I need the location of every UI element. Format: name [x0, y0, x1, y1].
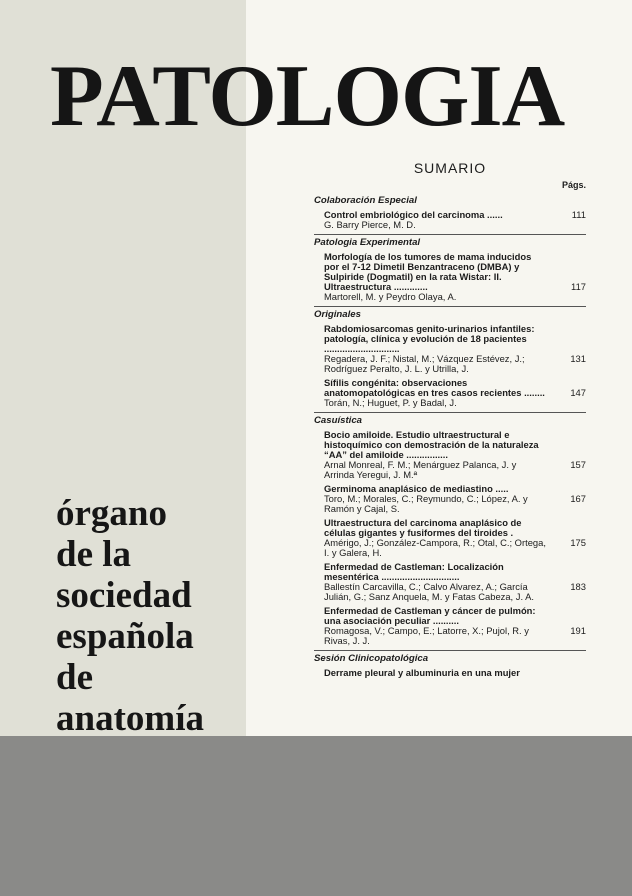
toc-entry-authors: Regadera, J. F.; Nistal, M.; Vázquez Estévez, J.; Rodríguez Peralto, J. L. y Utrilla, J. — [324, 353, 525, 374]
toc-entry-body — [324, 484, 546, 514]
toc-entry-authors: Amérigo, J.; González-Campora, R.; Otal, C.; Ortega, I. y Galera, H. — [324, 537, 546, 558]
toc-entry-authors: Torán, N.; Huguet, P. y Badal, J. — [324, 397, 457, 408]
toc-entry-title: Control embriológico del carcinoma ...... — [324, 209, 503, 220]
toc-entry-page: 191 — [570, 625, 586, 636]
toc-entry-body — [324, 324, 546, 374]
toc-entry-title: Enfermedad de Castleman: Localización mesentérica .............................. — [324, 561, 504, 582]
toc-entry — [324, 562, 586, 602]
toc-entry-authors: Romagosa, V.; Campo, E.; Latorre, X.; Pujol, R. y Rivas, J. J. — [324, 625, 529, 646]
toc-sections — [314, 193, 586, 678]
toc-entry-title: Germinoma anaplásico de mediastino ..... — [324, 483, 509, 494]
toc-entry-authors: Ballestín Carcavilla, C.; Calvo Alvarez, A.; García Julián, G.; Sanz Anquela, M. y Fatas Cabeza, J. A. — [324, 581, 535, 602]
toc-entry-page — [546, 668, 586, 678]
toc-entry — [324, 252, 586, 302]
toc-heading: SUMARIO — [413, 160, 487, 176]
toc-entry — [324, 324, 586, 374]
toc-entry-title: Enfermedad de Castleman y cáncer de pulmón: una asociación peculiar .......... — [324, 605, 536, 626]
toc-entry — [324, 210, 586, 230]
toc-entry-page: 183 — [570, 581, 586, 592]
pages-label: Págs. — [561, 180, 586, 190]
toc-entry-page: 131 — [570, 353, 586, 364]
organ-line: de — [56, 657, 93, 698]
toc-entry-authors: Arnal Monreal, F. M.; Menárguez Palanca, J. y Arrinda Yeregui, J. M.ª — [324, 459, 517, 480]
toc-entry-body — [324, 252, 546, 302]
toc-entry — [324, 378, 586, 408]
toc-entry — [324, 518, 586, 558]
toc-entry-authors: Toro, M.; Morales, C.; Reymundo, C.; López, A. y Ramón y Cajal, S. — [324, 493, 528, 514]
toc-entry — [324, 606, 586, 646]
toc-entry-title: Morfología de los tumores de mama inducidos por el 7-12 Dimetil Benzantraceno (DMBA) y Sulpiride (Dogmatil) en la rata Wistar: II. Ultraestructura ............. — [324, 251, 532, 292]
toc-entry-page: 117 — [571, 281, 586, 292]
organ-line: española — [56, 616, 194, 657]
bottom-band — [0, 736, 632, 896]
organ-line: órgano — [56, 493, 167, 534]
toc-entry-body — [324, 668, 546, 678]
toc-entry — [324, 430, 586, 480]
toc-entry-body — [324, 606, 546, 646]
toc-section-heading: Patologia Experimental — [314, 234, 586, 249]
toc-section-heading: Casuística — [314, 412, 586, 427]
toc-entry-body — [324, 210, 546, 230]
toc-entry-page: 167 — [570, 493, 586, 504]
toc-entry — [324, 484, 586, 514]
toc-entry-body — [324, 518, 546, 558]
toc-entry-body — [324, 562, 546, 602]
toc-entry — [324, 668, 586, 678]
toc-entry-page: 157 — [570, 459, 586, 470]
toc-entry-authors: G. Barry Pierce, M. D. — [324, 219, 416, 230]
organ-line: sociedad — [56, 575, 192, 616]
toc-entry-page: 147 — [570, 387, 586, 398]
toc-entry-page: 111 — [571, 209, 586, 220]
organ-line: de la — [56, 534, 132, 575]
toc-entry-body — [324, 430, 546, 480]
toc-entry-title: Sífilis congénita: observaciones anatomopatológicas en tres casos recientes ........ — [324, 377, 545, 398]
journal-title: PATOLOGIA — [50, 48, 565, 145]
toc-entry-title: Ultraestructura del carcinoma anaplásico de células gigantes y fusiformes del tiroides . — [324, 517, 522, 538]
toc-section-heading: Colaboración Especial — [314, 195, 417, 206]
toc-entry-authors: Martorell, M. y Peydro Olaya, A. — [324, 291, 457, 302]
toc-entry-title: Bocio amiloide. Estudio ultraestructural e histoquímico con demostración de la naturaleza “AA” del amiloide ................ — [324, 429, 539, 460]
table-of-contents — [314, 160, 586, 736]
toc-entry-page: 175 — [570, 537, 586, 548]
toc-entry-body — [324, 378, 546, 408]
toc-entry-title: Rabdomiosarcomas genito-urinarios infantiles: patología, clínica y evolución de 18 pacientes ............................. — [324, 323, 535, 354]
toc-section-heading: Sesión Clinicopatológica — [314, 650, 586, 665]
toc-entry-title: Derrame pleural y albuminuria en una mujer — [324, 667, 520, 678]
organ-statement — [56, 493, 242, 736]
organ-line: anatomía — [56, 698, 204, 736]
toc-section-heading: Originales — [314, 306, 586, 321]
